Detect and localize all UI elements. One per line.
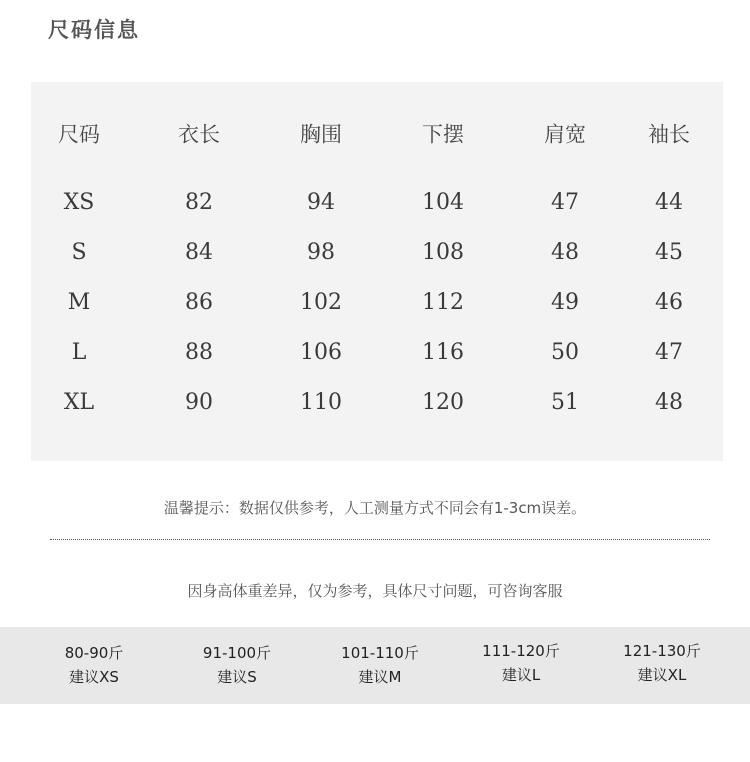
- table-cell-chest: 102: [300, 290, 342, 315]
- table-cell-sleeve: 45: [655, 240, 683, 265]
- recommendation-item: [203, 641, 271, 689]
- recommendation-item: [65, 641, 124, 689]
- table-cell-sleeve: 44: [655, 190, 683, 215]
- recommendation-item: [341, 641, 419, 689]
- weight-range: 91-100斤: [202, 644, 272, 662]
- weight-range: 101-110斤: [341, 644, 419, 662]
- size-advice: 建议XL: [637, 666, 687, 684]
- divider: [50, 539, 710, 540]
- size-advice: 建议XS: [69, 668, 119, 686]
- table-cell-sleeve: 46: [655, 290, 683, 315]
- table-cell-chest: 110: [300, 390, 342, 415]
- table-cell-sleeve: 47: [655, 340, 683, 365]
- table-cell-size: M: [67, 290, 91, 315]
- table-cell-shoulder: 51: [551, 390, 579, 415]
- weight-range: 80-90斤: [64, 644, 124, 662]
- recommendation-intro: 因身高体重差异，仅为参考，具体尺寸问题，可咨询客服: [187, 582, 563, 600]
- column-header-length: 衣长: [178, 122, 220, 147]
- size-advice: 建议M: [358, 668, 402, 686]
- column-header-shoulder: 肩宽: [544, 122, 586, 147]
- table-cell-length: 82: [185, 190, 213, 215]
- table-cell-chest: 106: [300, 340, 342, 365]
- table-cell-length: 86: [185, 290, 213, 315]
- table-cell-shoulder: 49: [551, 290, 579, 315]
- measurement-tip: 温馨提示：数据仅供参考，人工测量方式不同会有1-3cm误差。: [163, 499, 587, 517]
- table-cell-length: 90: [185, 390, 213, 415]
- table-cell-hem: 116: [422, 340, 464, 365]
- table-cell-chest: 98: [307, 240, 335, 265]
- weight-range: 121-130斤: [623, 642, 701, 660]
- page-title: 尺码信息: [48, 18, 140, 42]
- recommendation-item: [623, 639, 701, 687]
- table-cell-size: S: [71, 240, 87, 265]
- size-advice: 建议L: [501, 666, 541, 684]
- size-table: [31, 82, 723, 461]
- table-cell-hem: 120: [422, 390, 464, 415]
- weight-range: 111-120斤: [482, 642, 560, 660]
- column-header-size: 尺码: [58, 122, 100, 147]
- table-cell-hem: 108: [422, 240, 464, 265]
- table-cell-length: 88: [185, 340, 213, 365]
- size-recommendation-band: [0, 627, 750, 704]
- size-advice: 建议S: [217, 668, 257, 686]
- column-header-chest: 胸围: [300, 122, 342, 147]
- table-cell-shoulder: 47: [551, 190, 579, 215]
- table-cell-size: XS: [63, 190, 95, 215]
- table-cell-hem: 104: [422, 190, 464, 215]
- column-header-hem: 下摆: [422, 122, 464, 147]
- table-cell-size: L: [71, 340, 87, 365]
- table-cell-chest: 94: [307, 190, 335, 215]
- table-cell-shoulder: 50: [551, 340, 579, 365]
- table-cell-length: 84: [185, 240, 213, 265]
- table-cell-shoulder: 48: [551, 240, 579, 265]
- table-cell-hem: 112: [422, 290, 464, 315]
- table-cell-sleeve: 48: [655, 390, 683, 415]
- column-header-sleeve: 袖长: [648, 122, 690, 147]
- table-cell-size: XL: [63, 390, 95, 415]
- recommendation-item: [482, 639, 560, 687]
